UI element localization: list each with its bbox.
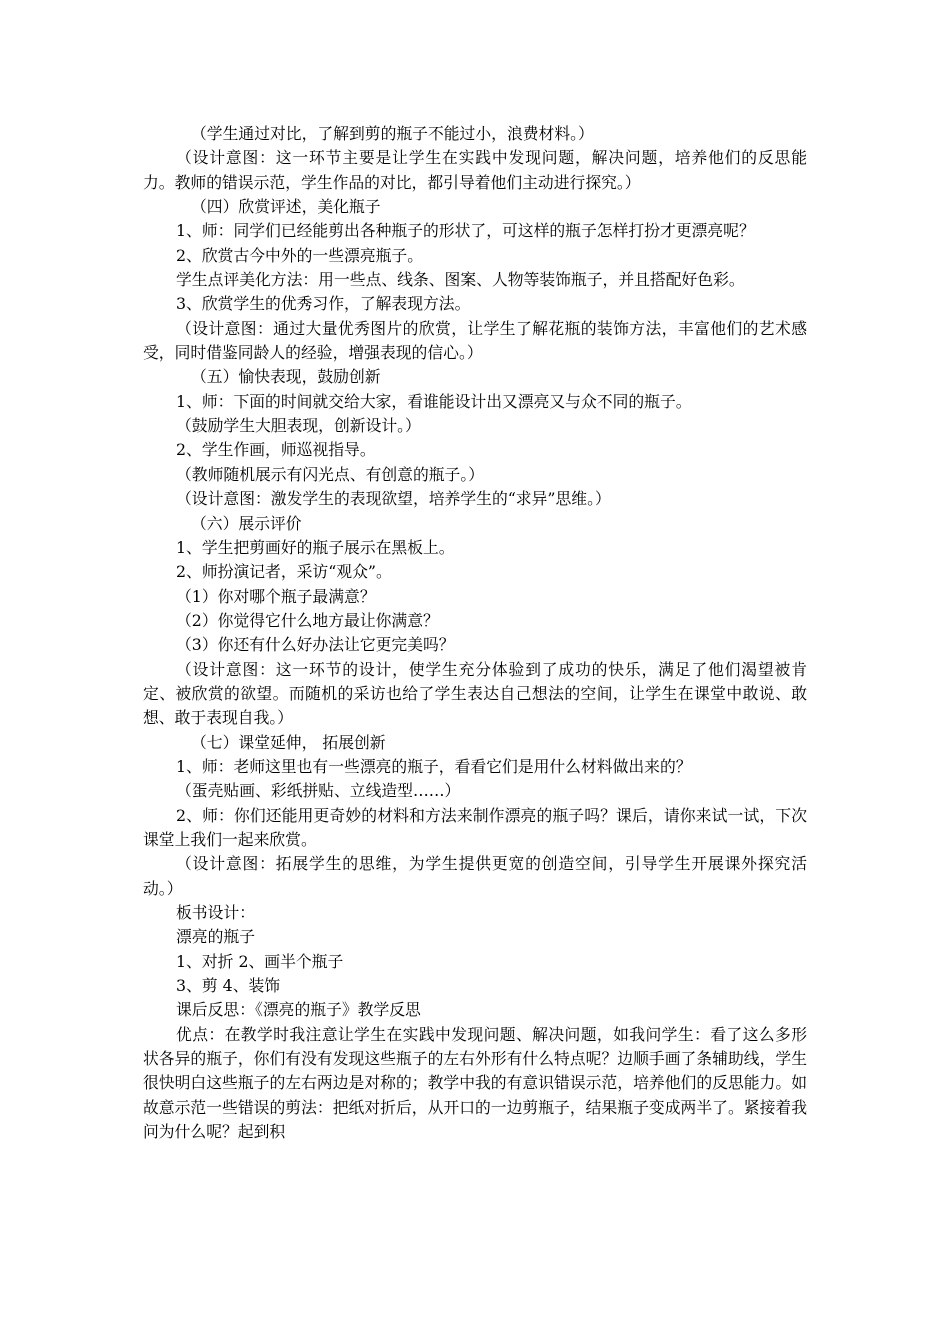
paragraph: （1）你对哪个瓶子最满意？: [176, 586, 376, 606]
paragraph: 3、欣赏学生的优秀习作，了解表现方法。: [176, 294, 471, 314]
paragraph: 课后反思：《漂亮的瓶子》教学反思: [176, 1000, 421, 1020]
paragraph: 1、师：同学们已经能剪出各种瓶子的形状了，可这样的瓶子怎样打扮才更漂亮呢？: [176, 221, 755, 241]
document-page: [143, 122, 807, 1144]
paragraph: 1、师：下面的时间就交给大家，看谁能设计出又漂亮又与众不同的瓶子。: [176, 391, 692, 411]
paragraph: （2）你觉得它什么地方最让你满意？: [176, 610, 439, 630]
paragraph: （设计意图：激发学生的表现欲望，培养学生的“求异”思维。）: [176, 489, 611, 509]
paragraph: （设计意图：这一环节的设计，使学生充分体验到了成功的快乐，满足了他们渴望被肯定、被欣赏的欲望。而随机的采访也给了学生表达自己想法的空间，让学生在课堂中敢说、敢想、敢于表现自我。）: [143, 659, 807, 728]
paragraph: 漂亮的瓶子: [176, 927, 255, 947]
paragraph: 板书设计：: [176, 903, 255, 922]
paragraph: （鼓励学生大胆表现，创新设计。）: [176, 416, 421, 436]
paragraph: 2、学生作画，师巡视指导。: [176, 440, 376, 460]
paragraph: （学生通过对比，了解到剪的瓶子不能过小，浪费材料。）: [191, 124, 594, 143]
paragraph: （教师随机展示有闪光点、有创意的瓶子。）: [176, 464, 485, 484]
paragraph: 2、欣赏古今中外的一些漂亮瓶子。: [176, 245, 424, 265]
paragraph: 学生点评美化方法：用一些点、线条、图案、人物等装饰瓶子，并且搭配好色彩。: [176, 270, 745, 290]
paragraph: 2、师扮演记者，采访“观众”。: [176, 562, 392, 582]
paragraph: 3、剪 4、装饰: [176, 976, 281, 996]
paragraph: 1、对折 2、画半个瓶子: [176, 951, 344, 971]
paragraph: （五）愉快表现，鼓励创新: [191, 367, 381, 387]
paragraph: （七）课堂延伸， 拓展创新: [191, 732, 386, 752]
paragraph: （设计意图：这一环节主要是让学生在实践中发现问题，解决问题，培养他们的反思能力。教师的错误示范，学生作品的对比，都引导着他们主动进行探究。）: [143, 148, 807, 192]
paragraph: 1、学生把剪画好的瓶子展示在黑板上。: [176, 537, 455, 557]
paragraph: （设计意图：拓展学生的思维，为学生提供更宽的创造空间，引导学生开展课外探究活动。）: [143, 854, 807, 898]
paragraph: （四）欣赏评述，美化瓶子: [191, 197, 381, 217]
paragraph: （3）你还有什么好办法让它更完美吗？: [176, 635, 455, 655]
paragraph: （蛋壳贴画、彩纸拼贴、立线造型……）: [176, 781, 461, 801]
paragraph: （六）展示评价: [191, 513, 302, 533]
paragraph: 1、师：老师这里也有一些漂亮的瓶子，看看它们是用什么材料做出来的？: [176, 756, 692, 776]
paragraph: 优点：在教学时我注意让学生在实践中发现问题、解决问题，如我问学生：看了这么多形状各异的瓶子，你们有没有发现这些瓶子的左右外形有什么特点呢？边顺手画了条辅助线，学生很快明白这些瓶子的左右两边是对称的；教学中我的有意识错误示范，培养他们的反思能力。如故意示范一些错误的剪法：把纸对折后，从开口的一边剪瓶子，结果瓶子变成两半了。紧接着我问为什么呢？起到积: [143, 1024, 807, 1142]
paragraph: 2、师：你们还能用更奇妙的材料和方法来制作漂亮的瓶子吗？课后，请你来试一试，下次课堂上我们一起来欣赏。: [143, 805, 807, 849]
paragraph: （设计意图：通过大量优秀图片的欣赏，让学生了解花瓶的装饰方法，丰富他们的艺术感受，同时借鉴同龄人的经验，增强表现的信心。）: [143, 318, 807, 363]
